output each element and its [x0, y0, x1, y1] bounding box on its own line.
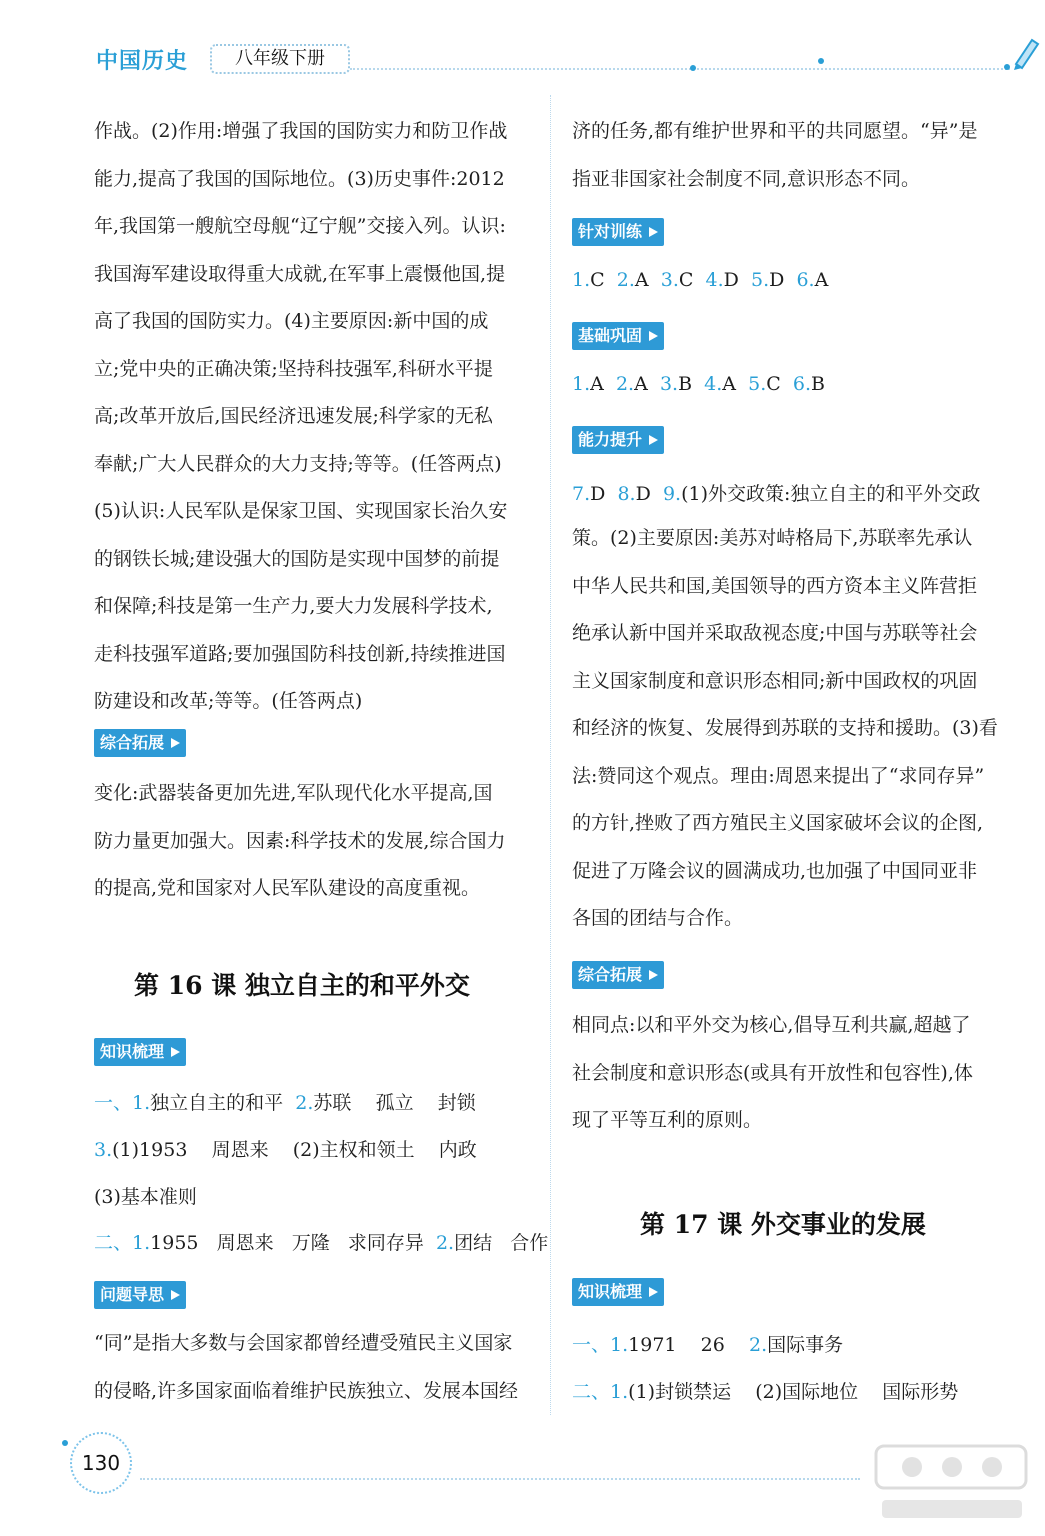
page-number: 130 — [70, 1432, 132, 1494]
answer-row-jichu: 1.A 2.A 3.B 4.A 5.C 6.B — [572, 373, 825, 395]
text-line: 的钢铁长城;建设强大的国防是实现中国梦的前提 — [94, 547, 500, 570]
section-tag-zhendui: 针对训练 — [572, 218, 664, 246]
text-line: 社会制度和意识形态(或具有开放性和包容性),体 — [572, 1061, 973, 1084]
header-divider — [350, 68, 1010, 70]
text-line: 济的任务,都有维护世界和平的共同愿望。“异”是 — [572, 120, 978, 142]
right-zonghe-text — [572, 1002, 1012, 1145]
left-wenti-text — [94, 1320, 530, 1415]
answer-row: 二、1.(1)封锁禁运 (2)国际地位 国际形势 — [572, 1381, 959, 1403]
section-tag-nengli: 能力提升 — [572, 426, 664, 454]
text-line: 奉献;广大人民群众的大力支持;等等。(任答两点) — [94, 452, 502, 475]
text-line: 各国的团结与合作。 — [572, 907, 744, 929]
section-tag-jichu: 基础巩固 — [572, 322, 664, 350]
text-line: 能力,提高了我国的国际地位。(3)历史事件:2012 — [94, 167, 505, 190]
right-nengli-text — [572, 515, 1012, 943]
right-top-text — [572, 108, 1012, 203]
answer-row-zhendui: 1.C 2.A 3.C 4.D 5.D 6.A — [572, 269, 829, 291]
text-line: 我国海军建设取得重大成就,在军事上震慑他国,提 — [94, 262, 506, 285]
grade-label: 八年级下册 — [210, 44, 350, 74]
answer-row: 二、1.1955 周恩来 万隆 求同存异 2.团结 合作 — [94, 1232, 549, 1254]
section-tag-zhishi: 知识梳理 — [572, 1278, 664, 1306]
text-line: 绝承认新中国并采取敌视态度;中国与苏联等社会 — [572, 622, 978, 644]
lesson-17-title: 第 17 课 外交事业的发展 — [640, 1210, 926, 1239]
text-line: 变化:武器装备更加先进,军队现代化水平提高,国 — [94, 782, 493, 804]
text-line: 法:赞同这个观点。理由:周恩来提出了“求同存异” — [572, 764, 985, 787]
footer-divider — [140, 1478, 860, 1480]
text-line: 的提高,党和国家对人民军队建设的高度重视。 — [94, 877, 481, 899]
text-line: 指亚非国家社会制度不同,意识形态不同。 — [572, 167, 921, 190]
text-line: 的侵略,许多国家面临着维护民族独立、发展本国经 — [94, 1379, 519, 1402]
text-line: 现了平等互利的原则。 — [572, 1109, 763, 1131]
pen-icon — [1010, 34, 1042, 70]
left-zonghe-text — [94, 770, 530, 913]
text-line: 走科技强军道路;要加强国防科技创新,持续推进国 — [94, 642, 506, 665]
text-line: 的方针,挫败了西方殖民主义国家破坏会议的企图, — [572, 812, 984, 834]
text-line: 促进了万隆会议的圆满成功,也加强了中国同亚非 — [572, 859, 978, 882]
text-line: 策。(2)主要原因:美苏对峙格局下,苏联率先承认 — [572, 527, 973, 549]
subject-title: 中国历史 — [96, 49, 189, 74]
footer-dot — [62, 1440, 68, 1446]
text-line: 作战。(2)作用:增强了我国的国防实力和防卫作战 — [94, 120, 508, 142]
text-line: 高了我国的国防实力。(4)主要原因:新中国的成 — [94, 310, 489, 332]
answer-row: 一、1.独立自主的和平 2.苏联 孤立 封锁 — [94, 1092, 476, 1114]
section-tag-wenti: 问题导思 — [94, 1281, 186, 1309]
text-line: 高;改革开放后,国民经济迅速发展;科学家的无私 — [94, 405, 493, 427]
answer-row-nengli: 7.D 8.D 9.(1)外交政策:独立自主的和平外交政 — [572, 483, 981, 505]
text-line: (5)认识:人民军队是保家卫国、实现国家长治久安 — [94, 500, 508, 522]
column-divider — [550, 95, 551, 1415]
text-line: “同”是指大多数与会国家都曾经遭受殖民主义国家 — [94, 1332, 513, 1354]
text-line: 主义国家制度和意识形态相同;新中国政权的巩固 — [572, 669, 978, 692]
answer-row: 3.(1)1953 周恩来 (2)主权和领土 内政 — [94, 1139, 477, 1161]
section-tag-zhishi: 知识梳理 — [94, 1038, 186, 1066]
text-line: 年,我国第一艘航空母舰“辽宁舰”交接入列。认识: — [94, 215, 506, 237]
text-line: 中华人民共和国,美国领导的西方资本主义阵营拒 — [572, 574, 978, 597]
text-line: 和保障;科技是第一生产力,要大力发展科学技术, — [94, 595, 493, 617]
header-dot — [690, 65, 696, 71]
left-answer-text — [94, 108, 530, 726]
answer-row: 一、1.1971 26 2.国际事务 — [572, 1334, 844, 1356]
page-header — [0, 0, 1045, 90]
text-line: 防力量更加强大。因素:科学技术的发展,综合国力 — [94, 829, 506, 852]
text-line: 立;党中央的正确决策;坚持科技强军,科研水平提 — [94, 357, 493, 380]
section-tag-zonghe: 综合拓展 — [572, 961, 664, 989]
section-tag-zonghe: 综合拓展 — [94, 729, 186, 757]
text-line: 相同点:以和平外交为核心,倡导互利共赢,超越了 — [572, 1014, 971, 1036]
watermark-logo-icon — [872, 1438, 1032, 1528]
header-dot — [818, 58, 824, 64]
lesson-16-title: 第 16 课 独立自主的和平外交 — [134, 971, 470, 1000]
text-line: 和经济的恢复、发展得到苏联的支持和援助。(3)看 — [572, 717, 998, 739]
text-line: 防建设和改革;等等。(任答两点) — [94, 690, 363, 712]
answer-row: (3)基本准则 — [94, 1186, 197, 1208]
